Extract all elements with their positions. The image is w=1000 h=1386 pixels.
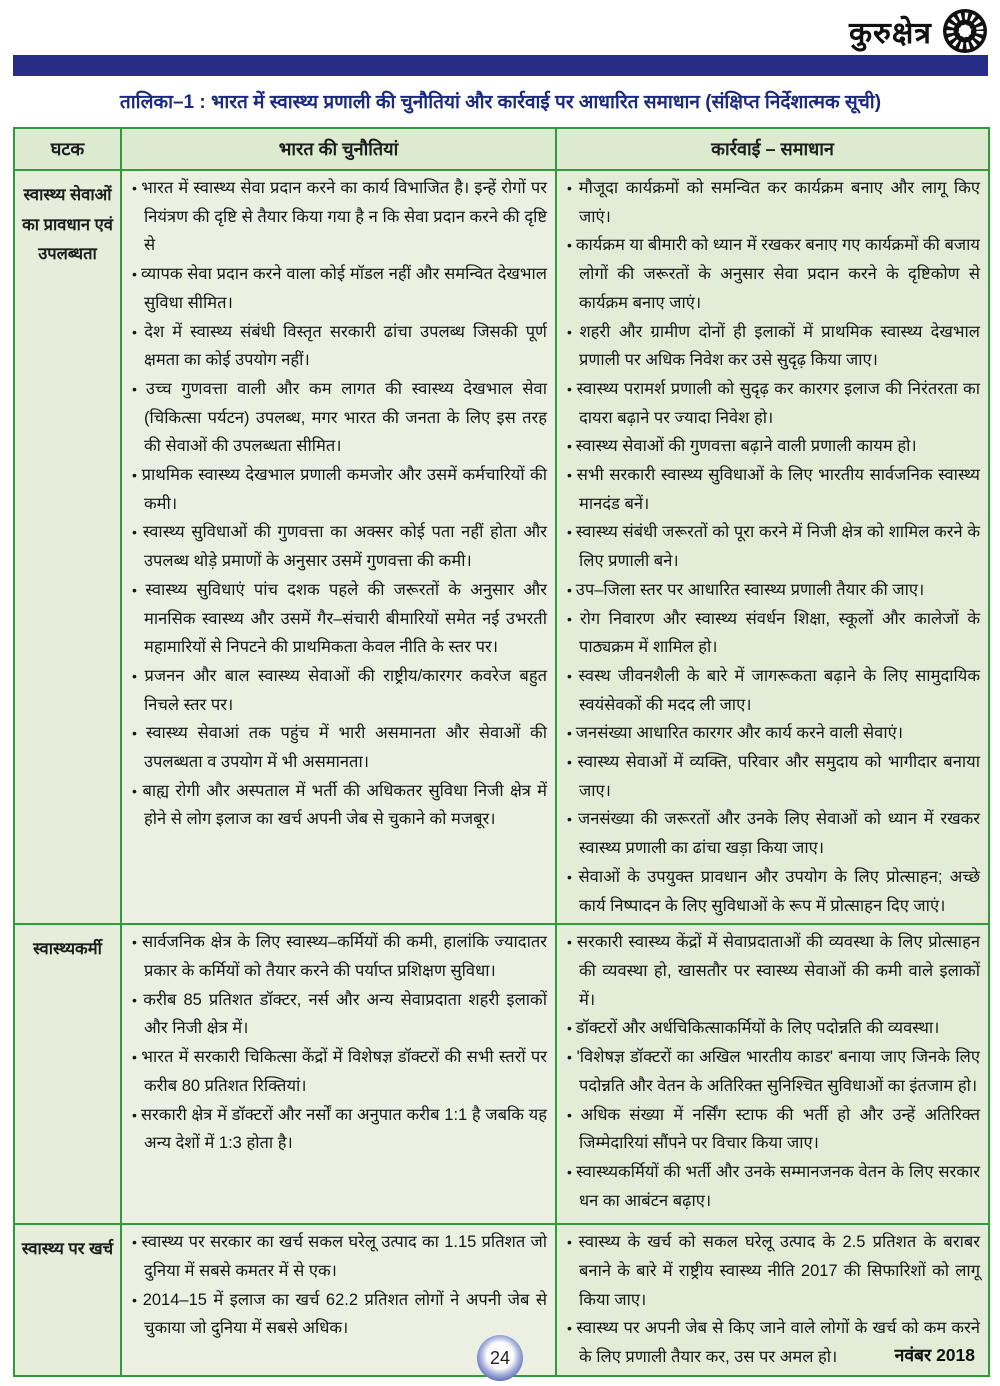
bullet-item: • प्रजनन और बाल स्वास्थ्य सेवाओं की राष्ट्रीय/कारगर कवरेज बहुत निचले स्तर पर।: [128, 662, 547, 719]
challenges-cell: [121, 924, 556, 1224]
bullet-item: • स्वास्थ्य के खर्च को सकल घरेलू उत्पाद के 2.5 प्रतिशत के बराबर बनाने के बारे में राष्ट्रीय स्वास्थ्य नीति 2017 की सिफारिशों को लागू किया जाए।: [563, 1228, 980, 1314]
solutions-cell: [556, 924, 989, 1224]
bullet-item: • सरकारी क्षेत्र में डॉक्टरों और नर्सों का अनुपात करीब 1:1 है जबकि यह अन्य देशों में 1:3 होता है।: [128, 1101, 547, 1158]
masthead: [849, 8, 988, 54]
bullet-item: • बाह्य रोगी और अस्पताल में भर्ती की अधिकतर सुविधा निजी क्षेत्र में होने से लोग इलाज का खर्च अपनी जेब से चुकाने को मजबूर।: [128, 777, 547, 834]
bullet-item: • भारत में स्वास्थ्य सेवा प्रदान करने का कार्य विभाजित है। इन्हें रोगों पर नियंत्रण की दृष्टि से तैयार किया गया है न कि सेवा प्रदान करने की दृष्टि से: [128, 174, 547, 260]
bullet-item: • 'विशेषज्ञ डॉक्टरों का अखिल भारतीय काडर' बनाया जाए जिनके लिए पदोन्नति और वेतन के अतिरिक्त सुनिश्चित सुविधाओं का इंतजाम हो।: [563, 1043, 980, 1100]
bullet-item: • भारत में सरकारी चिकित्सा केंद्रों में विशेषज्ञ डॉक्टरों की सभी स्तरों पर करीब 80 प्रतिशत रिक्तियां।: [128, 1043, 547, 1100]
solutions-cell: [556, 170, 989, 924]
bullet-item: • सेवाओं के उपयुक्त प्रावधान और उपयोग के लिए प्रोत्साहन; अच्छे कार्य निष्पादन के लिए सुविधाओं के रूप में प्रोत्साहन दिए जाएं।: [563, 863, 980, 920]
bullet-item: • जनसंख्या आधारित कारगर और कार्य करने वाली सेवाएं।: [563, 719, 980, 748]
bullet-item: • सभी सरकारी स्वास्थ्य सुविधाओं के लिए भारतीय सार्वजनिक स्वास्थ्य मानदंड बनें।: [563, 461, 980, 518]
header-solutions: कार्रवाई – समाधान: [556, 128, 989, 170]
bullet-item: • 2014–15 में इलाज का खर्च 62.2 प्रतिशत लोगों ने अपनी जेब से चुकाया जो दुनिया में सबसे अधिक।: [128, 1286, 547, 1343]
page-number-badge: [477, 1335, 523, 1381]
bullet-item: • डॉक्टरों और अर्धचिकित्साकर्मियों के लिए पदोन्नति की व्यवस्था।: [563, 1014, 980, 1043]
bullet-item: • स्वास्थ्यकर्मियों की भर्ती और उनके सम्मानजनक वेतन के लिए सरकार धन का आबंटन बढ़ाए।: [563, 1158, 980, 1215]
top-bar: [13, 55, 988, 76]
bullet-item: • स्वास्थ्य पर अपनी जेब से किए जाने वाले लोगों के खर्च को कम करने के लिए प्रणाली तैयार कर, उस पर अमल हो।: [563, 1314, 980, 1371]
bullet-item: • स्वास्थ्य सुविधाएं पांच दशक पहले की जरूरतों के अनुसार और मानसिक स्वास्थ्य और उसमें गैर–संचारी बीमारियों समेत नई उभरती महामारियों से निपटने की प्राथमिकता केवल नीति के स्तर पर।: [128, 576, 547, 662]
bullet-item: • सरकारी स्वास्थ्य केंद्रों में सेवाप्रदाताओं की व्यवस्था के लिए प्रोत्साहन की व्यवस्था हो, खासतौर पर स्वास्थ्य सेवाओं की कमी वाले इलाकों में।: [563, 928, 980, 1014]
component-cell: स्वास्थ्य सेवाओं का प्रावधान एवं उपलब्धता: [14, 170, 121, 924]
bullet-item: • कार्यक्रम या बीमारी को ध्यान में रखकर बनाए गए कार्यक्रमों की बजाय लोगों की जरूरतों के अनुसार सेवा प्रदान करने के दृष्टिकोण से कार्यक्रम बनाए जाएं।: [563, 231, 980, 317]
bullet-item: • मौजूदा कार्यक्रमों को समन्वित कर कार्यक्रम बनाए और लागू किए जाएं।: [563, 174, 980, 231]
bullet-item: • स्वास्थ्य संबंधी जरूरतों को पूरा करने में निजी क्षेत्र को शामिल करने के लिए प्रणाली बने।: [563, 518, 980, 575]
bullet-item: • व्यापक सेवा प्रदान करने वाला कोई मॉडल नहीं और समन्वित देखभाल सुविधा सीमित।: [128, 260, 547, 317]
challenges-list: [128, 928, 547, 1158]
bullet-item: • सार्वजनिक क्षेत्र के लिए स्वास्थ्य–कर्मियों की कमी, हालांकि ज्यादातर प्रकार के कर्मियों को तैयार करने की पर्याप्त प्रशिक्षण सुविधा।: [128, 928, 547, 985]
challenges-cell: [121, 170, 556, 924]
page-number: 24: [489, 1347, 511, 1368]
bullet-item: • शहरी और ग्रामीण दोनों ही इलाकों में प्राथमिक स्वास्थ्य देखभाल प्रणाली पर अधिक निवेश कर उसे सुदृढ़ किया जाए।: [563, 318, 980, 375]
bullet-item: • स्वास्थ्य सेवाओं में व्यक्ति, परिवार और समुदाय को भागीदार बनाया जाए।: [563, 748, 980, 805]
bullet-item: • स्वास्थ्य सुविधाओं की गुणवत्ता का अक्सर कोई पता नहीं होता और उपलब्ध थोड़े प्रमाणों के अनुसार उसमें गुणवत्ता की कमी।: [128, 518, 547, 575]
header-challenges: भारत की चुनौतियां: [121, 128, 556, 170]
issue-date: नवंबर 2018: [894, 1345, 975, 1365]
page-footer: [0, 1325, 1000, 1386]
table-header-row: [14, 128, 989, 170]
bullet-item: • अधिक संख्या में नर्सिंग स्टाफ की भर्ती हो और उन्हें अतिरिक्त जिम्मेदारियां सौंपने पर विचार किया जाए।: [563, 1101, 980, 1158]
table-row: [14, 170, 989, 924]
bullet-item: • उप–जिला स्तर पर आधारित स्वास्थ्य प्रणाली तैयार की जाए।: [563, 576, 980, 605]
bullet-item: • स्वास्थ्य पर सरकार का खर्च सकल घरेलू उत्पाद का 1.15 प्रतिशत जो दुनिया में सबसे कमतर में से एक।: [128, 1228, 547, 1285]
bullet-item: • रोग निवारण और स्वास्थ्य संवर्धन शिक्षा, स्कूलों और कालेजों के पाठ्यक्रम में शामिल हो।: [563, 605, 980, 662]
bullet-item: • करीब 85 प्रतिशत डॉक्टर, नर्स और अन्य सेवाप्रदाता शहरी इलाकों और निजी क्षेत्र में।: [128, 986, 547, 1043]
solutions-list: [563, 928, 980, 1215]
page-title: तालिका–1 : भारत में स्वास्थ्य प्रणाली की चुनौतियां और कार्रवाई पर आधारित समाधान (संक्षिप्त निर्देशात्मक सूची): [119, 92, 882, 113]
challenges-list: [128, 174, 547, 834]
header-component: घटक: [14, 128, 121, 170]
bullet-item: • स्वास्थ्य सेवाआं तक पहुंच में भारी असमानता और सेवाओं की उपलब्धता व उपयोग में भी असमानता।: [128, 719, 547, 776]
bullet-item: • स्वास्थ्य परामर्श प्रणाली को सुदृढ़ कर कारगर इलाज की निरंतरता का दायरा बढ़ाने पर ज्यादा निवेश हो।: [563, 375, 980, 432]
table-row: [14, 924, 989, 1224]
component-cell: स्वास्थ्य पर खर्च: [14, 1224, 121, 1376]
magazine-name: कुरुक्षेत्र: [848, 16, 932, 50]
component-cell: स्वास्थ्यकर्मी: [14, 924, 121, 1224]
health-table: [13, 127, 990, 1377]
solutions-list: [563, 174, 980, 920]
bullet-item: • देश में स्वास्थ्य संबंधी विस्तृत सरकारी ढांचा उपलब्ध जिसकी पूर्ण क्षमता का कोई उपयोग नहीं।: [128, 318, 547, 375]
bullet-item: • उच्च गुणवत्ता वाली और कम लागत की स्वास्थ्य देखभाल सेवा (चिकित्सा पर्यटन) उपलब्ध, मगर भारत की जनता के लिए इस तरह की सेवाओं की उपलब्धता सीमित।: [128, 375, 547, 461]
bullet-item: • स्वास्थ्य सेवाओं की गुणवत्ता बढ़ाने वाली प्रणाली कायम हो।: [563, 432, 980, 461]
chakra-emblem-icon: [942, 8, 988, 54]
bullet-item: • जनसंख्या की जरूरतों और उनके लिए सेवाओं को ध्यान में रखकर स्वास्थ्य प्रणाली का ढांचा खड़ा किया जाए।: [563, 805, 980, 862]
bullet-item: • स्वस्थ जीवनशैली के बारे में जागरूकता बढ़ाने के लिए सामुदायिक स्वयंसेवकों की मदद ली जाए।: [563, 662, 980, 719]
bullet-item: • प्राथमिक स्वास्थ्य देखभाल प्रणाली कमजोर और उसमें कर्मचारियों की कमी।: [128, 461, 547, 518]
